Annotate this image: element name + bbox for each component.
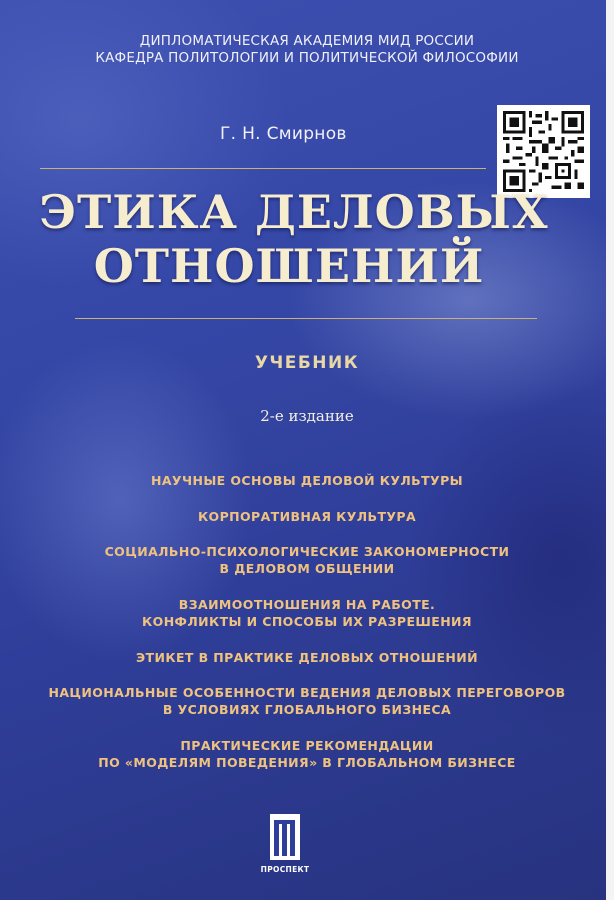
toc-item: ЭТИКЕТ В ПРАКТИКЕ ДЕЛОВЫХ ОТНОШЕНИЙ	[135, 650, 479, 665]
bottom-rule	[75, 318, 537, 319]
logo-mark	[270, 814, 300, 860]
logo-label: ПРОСПЕКТ	[260, 865, 310, 874]
title-line-1: ЭТИКА ДЕЛОВЫХ	[39, 185, 549, 239]
author-name: Г. Н. Смирнов	[220, 124, 347, 144]
toc-item: КОРПОРАТИВНАЯ КУЛЬТУРА	[197, 509, 417, 524]
title-line-2: ОТНОШЕНИЙ	[93, 239, 485, 293]
top-rule	[40, 168, 486, 169]
edition: 2-е издание	[260, 407, 354, 425]
toc-item: ПРАКТИЧЕСКИЕ РЕКОМЕНДАЦИИ ПО «МОДЕЛЯМ ПОВЕДЕНИЯ» В ГЛОБАЛЬНОМ БИЗНЕСЕ	[98, 738, 516, 770]
publisher-line-2: КАФЕДРА ПОЛИТОЛОГИИ И ПОЛИТИЧЕСКОЙ ФИЛОСОФИИ	[95, 50, 519, 66]
prospekt-logo-icon	[260, 814, 310, 884]
toc-item: СОЦИАЛЬНО-ПСИХОЛОГИЧЕСКИЕ ЗАКОНОМЕРНОСТИ В ДЕЛОВОМ ОБЩЕНИИ	[104, 544, 510, 576]
subtitle: УЧЕБНИК	[254, 353, 360, 373]
toc-item: НАЦИОНАЛЬНЫЕ ОСОБЕННОСТИ ВЕДЕНИЯ ДЕЛОВЫХ ПЕРЕГОВОРОВ В УСЛОВИЯХ ГЛОБАЛЬНОГО БИЗНЕСА	[48, 685, 566, 717]
publisher-line-1: ДИПЛОМАТИЧЕСКАЯ АКАДЕМИЯ МИД РОССИИ	[139, 33, 475, 49]
toc-item: ВЗАИМООТНОШЕНИЯ НА РАБОТЕ. КОНФЛИКТЫ И СПОСОБЫ ИХ РАЗРЕШЕНИЯ	[142, 597, 472, 629]
toc-item: НАУЧНЫЕ ОСНОВЫ ДЕЛОВОЙ КУЛЬТУРЫ	[151, 473, 463, 488]
